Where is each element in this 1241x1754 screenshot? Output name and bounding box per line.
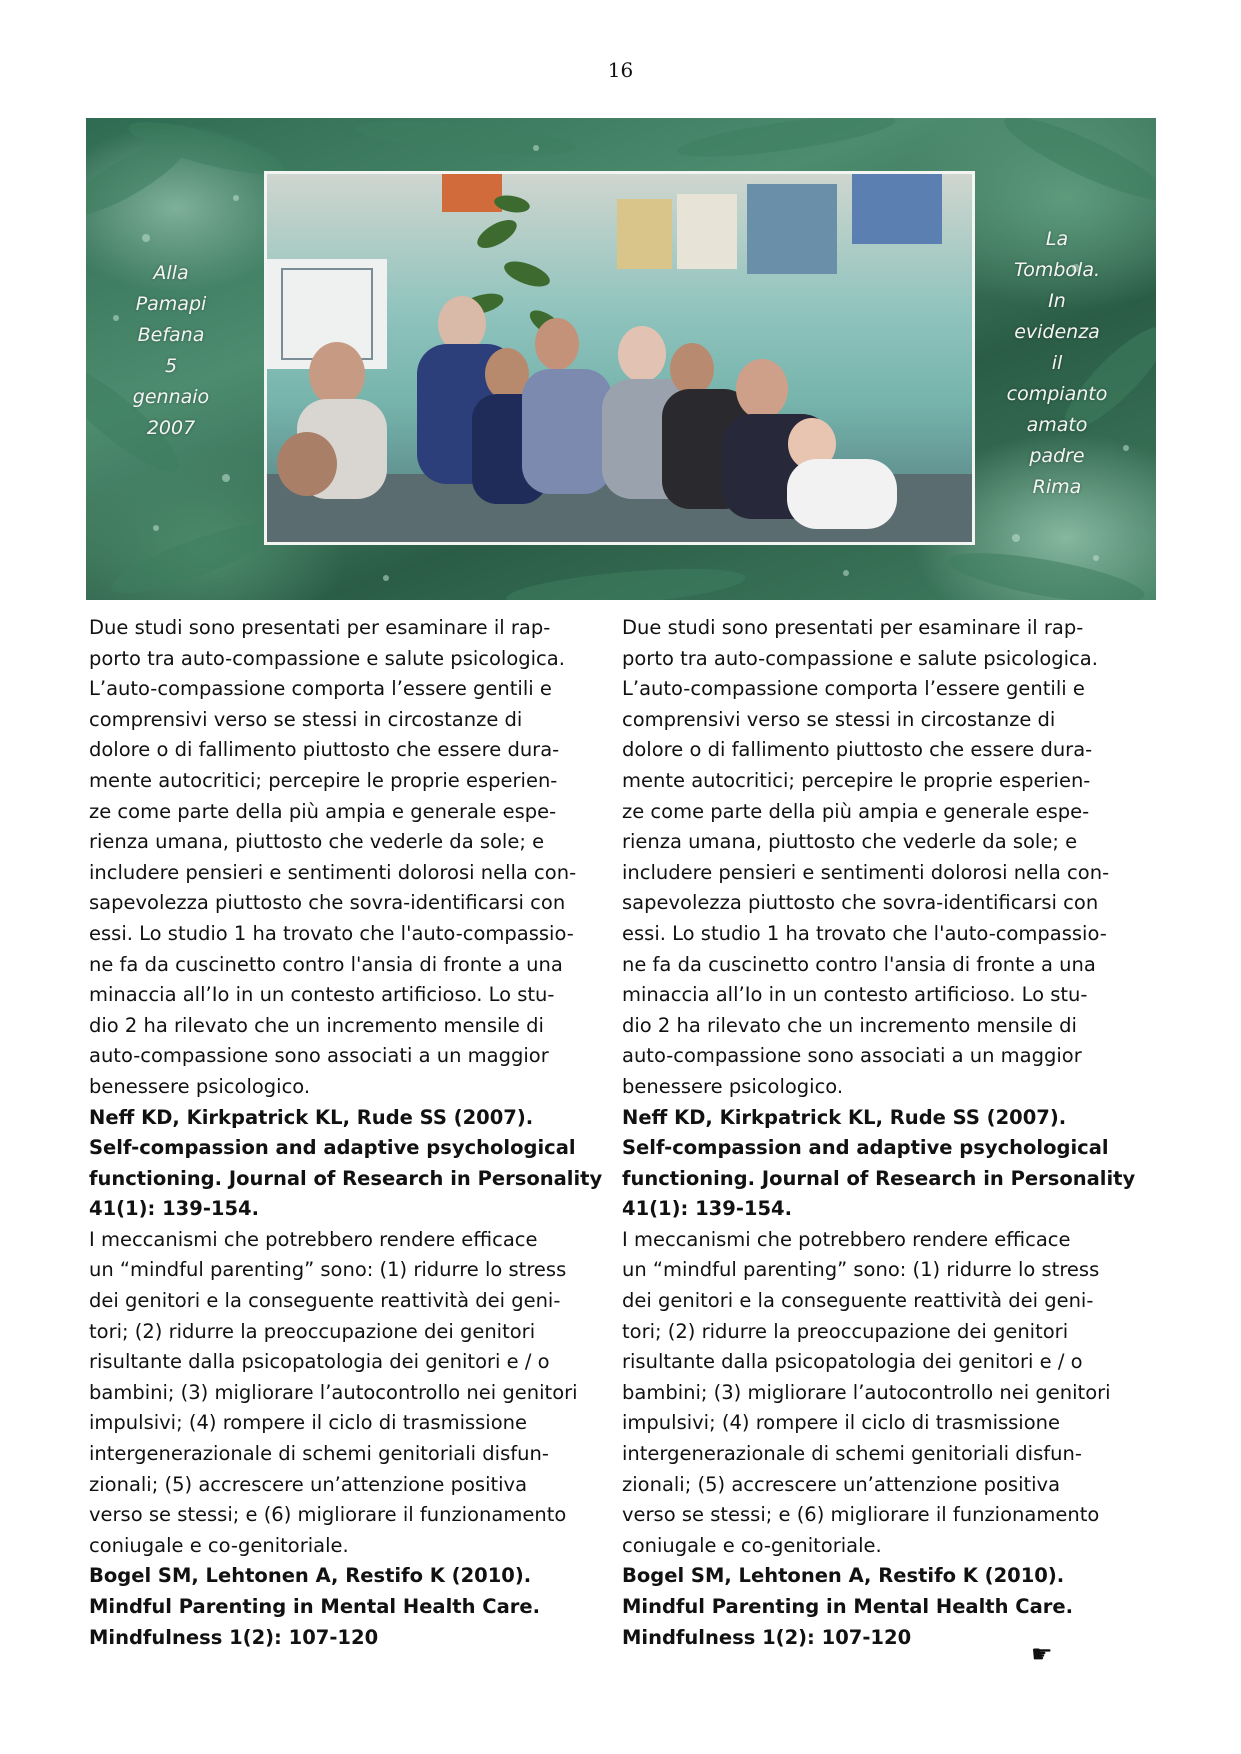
paragraph-line: comprensivi verso se stessi in circostanze di — [89, 707, 523, 731]
paragraph-line: benessere psicologico. — [622, 1074, 844, 1098]
paragraph-line: coniugale e co-genitoriale. — [89, 1533, 349, 1557]
caption-left: Alla Pamapi Befana 5 gennaio 2007 — [132, 262, 210, 439]
reference-line: Self-compassion and adaptive psychological — [622, 1136, 1109, 1160]
paragraph-line: porto tra auto-compassione e salute psicologica. — [622, 646, 1098, 670]
reference-line: Mindfulness 1(2): 107-120 — [622, 1625, 912, 1649]
paragraph-line: dolore o di fallimento piuttosto che essere dura- — [89, 738, 560, 762]
paragraph-line: risultante dalla psicopatologia dei genitori e / o — [622, 1350, 1083, 1374]
paragraph-line: L’auto-compassione comporta l’essere gentili e — [622, 677, 1085, 701]
paragraph-line: L’auto-compassione comporta l’essere gentili e — [89, 677, 552, 701]
paragraph-line: zionali; (5) accrescere un’attenzione positiva — [89, 1472, 528, 1496]
paragraph-line: zionali; (5) accrescere un’attenzione positiva — [622, 1472, 1061, 1496]
paragraph-line: essi. Lo studio 1 ha trovato che l'auto-compassio- — [89, 921, 574, 945]
paragraph-line: essi. Lo studio 1 ha trovato che l'auto-compassio- — [622, 921, 1107, 945]
paragraph-line: dei genitori e la conseguente reattività dei geni- — [89, 1289, 561, 1313]
paragraph-line: benessere psicologico. — [89, 1074, 311, 1098]
paragraph-line: intergenerazionale di schemi genitoriali disfun- — [622, 1442, 1082, 1466]
text-column-left — [89, 613, 619, 1653]
reference-line: functioning. Journal of Research in Personality — [622, 1166, 1136, 1190]
paragraph-line: Due studi sono presentati per esaminare il rap- — [622, 616, 1084, 639]
paragraph-line: ne fa da cuscinetto contro l'ansia di fronte a una — [89, 952, 563, 976]
paragraph-line: comprensivi verso se stessi in circostanze di — [622, 707, 1056, 731]
reference-line: 41(1): 139-154. — [89, 1197, 260, 1221]
paragraph-line: I meccanismi che potrebbero rendere efficace — [89, 1227, 538, 1251]
text-column-right — [622, 613, 1152, 1653]
paragraph-line: impulsivi; (4) rompere il ciclo di trasmissione — [622, 1411, 1061, 1435]
paragraph-line: un “mindful parenting” sono: (1) ridurre lo stress — [622, 1258, 1100, 1282]
paragraph-line: impulsivi; (4) rompere il ciclo di trasmissione — [89, 1411, 528, 1435]
paragraph-line: verso se stessi; e (6) migliorare il funzionamento — [622, 1503, 1100, 1527]
pointing-hand-icon: ☛ — [1031, 1640, 1053, 1668]
photo-banner — [86, 118, 1156, 600]
paragraph-line: dolore o di fallimento piuttosto che essere dura- — [622, 738, 1093, 762]
paragraph-line: un “mindful parenting” sono: (1) ridurre lo stress — [89, 1258, 567, 1282]
paragraph-line: dio 2 ha rilevato che un incremento mensile di — [622, 1013, 1077, 1037]
paragraph-line: minaccia all’Io in un contesto artificioso. Lo stu- — [89, 983, 555, 1007]
event-photo-illustration — [267, 174, 972, 542]
reference-line: Self-compassion and adaptive psychological — [89, 1136, 576, 1160]
paragraph-line: ze come parte della più ampia e generale espe- — [89, 799, 557, 823]
paragraph-line: porto tra auto-compassione e salute psicologica. — [89, 646, 565, 670]
reference-line: Mindful Parenting in Mental Health Care. — [622, 1595, 1073, 1618]
paragraph-line: bambini; (3) migliorare l’autocontrollo nei genitori — [622, 1380, 1111, 1404]
paragraph-line: Due studi sono presentati per esaminare il rap- — [89, 616, 551, 639]
paragraph-line: sapevolezza piuttosto che sovra-identificarsi con — [89, 891, 566, 915]
paragraph-line: verso se stessi; e (6) migliorare il funzionamento — [89, 1503, 567, 1527]
paragraph-line: mente autocritici; percepire le proprie esperien- — [622, 768, 1091, 792]
reference-line: Bogel SM, Lehtonen A, Restifo K (2010). — [622, 1564, 1065, 1588]
paragraph-line: minaccia all’Io in un contesto artificioso. Lo stu- — [622, 983, 1088, 1007]
paragraph-line: I meccanismi che potrebbero rendere efficace — [622, 1227, 1071, 1251]
page-number: 16 — [607, 58, 634, 82]
reference-line: Bogel SM, Lehtonen A, Restifo K (2010). — [89, 1564, 532, 1588]
reference-line: Mindfulness 1(2): 107-120 — [89, 1625, 379, 1649]
paragraph-line: tori; (2) ridurre la preoccupazione dei genitori — [89, 1319, 536, 1343]
reference-line: 41(1): 139-154. — [622, 1197, 793, 1221]
reference-line: Mindful Parenting in Mental Health Care. — [89, 1595, 540, 1618]
paragraph-line: rienza umana, piuttosto che vederle da sole; e — [622, 830, 1078, 854]
paragraph-line: tori; (2) ridurre la preoccupazione dei genitori — [622, 1319, 1069, 1343]
paragraph-line: dei genitori e la conseguente reattività dei geni- — [622, 1289, 1094, 1313]
reference-line: Neff KD, Kirkpatrick KL, Rude SS (2007). — [89, 1105, 534, 1129]
paragraph-line: dio 2 ha rilevato che un incremento mensile di — [89, 1013, 544, 1037]
paragraph-line: intergenerazionale di schemi genitoriali disfun- — [89, 1442, 549, 1466]
reference-line: functioning. Journal of Research in Personality — [89, 1166, 603, 1190]
paragraph-line: rienza umana, piuttosto che vederle da sole; e — [89, 830, 545, 854]
paragraph-line: ne fa da cuscinetto contro l'ansia di fronte a una — [622, 952, 1096, 976]
caption-right: La Tombola. In evidenza il compianto amato padre Rima — [1006, 228, 1108, 498]
paragraph-line: sapevolezza piuttosto che sovra-identificarsi con — [622, 891, 1099, 915]
paragraph-line: auto-compassione sono associati a un maggior — [622, 1044, 1082, 1068]
paragraph-line: coniugale e co-genitoriale. — [622, 1533, 882, 1557]
reference-line: Neff KD, Kirkpatrick KL, Rude SS (2007). — [622, 1105, 1067, 1129]
paragraph-line: mente autocritici; percepire le proprie esperien- — [89, 768, 558, 792]
event-photo — [264, 171, 975, 545]
paragraph-line: ze come parte della più ampia e generale espe- — [622, 799, 1090, 823]
paragraph-line: bambini; (3) migliorare l’autocontrollo nei genitori — [89, 1380, 578, 1404]
paragraph-line: auto-compassione sono associati a un maggior — [89, 1044, 549, 1068]
paragraph-line: includere pensieri e sentimenti dolorosi nella con- — [89, 860, 577, 884]
paragraph-line: includere pensieri e sentimenti dolorosi nella con- — [622, 860, 1110, 884]
paragraph-line: risultante dalla psicopatologia dei genitori e / o — [89, 1350, 550, 1374]
